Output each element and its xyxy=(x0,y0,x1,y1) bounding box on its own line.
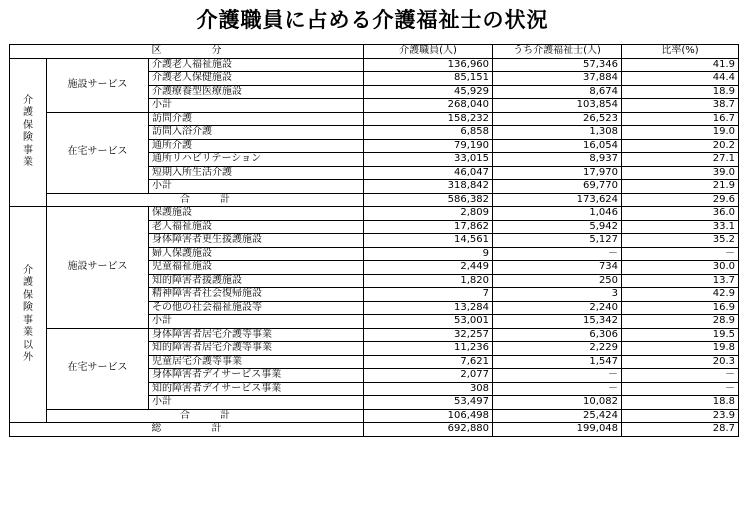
row-staff: 136,960 xyxy=(364,58,493,72)
header-care-worker: うち介護福祉士(人) xyxy=(493,45,622,59)
section2-home-label: 在宅サービス xyxy=(47,328,149,409)
section2-label: 介護保険事業以外 xyxy=(10,207,47,423)
row-ratio: 18.8 xyxy=(622,396,739,410)
row-staff: 2,809 xyxy=(364,207,493,221)
row-ratio: 23.9 xyxy=(622,409,739,423)
row-ratio: 41.9 xyxy=(622,58,739,72)
row-name: 介護老人福祉施設 xyxy=(149,58,364,72)
row-care-worker: 250 xyxy=(493,274,622,288)
row-name: 児童福祉施設 xyxy=(149,261,364,275)
row-ratio: 30.0 xyxy=(622,261,739,275)
row-care-worker: 5,127 xyxy=(493,234,622,248)
row-ratio: 20.3 xyxy=(622,355,739,369)
row-ratio: 36.0 xyxy=(622,207,739,221)
row-ratio: 27.1 xyxy=(622,153,739,167)
row-ratio: 13.7 xyxy=(622,274,739,288)
row-staff: 2,449 xyxy=(364,261,493,275)
row-staff: 85,151 xyxy=(364,72,493,86)
row-name: 総 計 xyxy=(10,423,364,437)
row-staff: 318,842 xyxy=(364,180,493,194)
row-name: 保護施設 xyxy=(149,207,364,221)
row-ratio: 28.9 xyxy=(622,315,739,329)
row-staff: 32,257 xyxy=(364,328,493,342)
grand-total-row xyxy=(10,423,739,437)
row-care-worker: 25,424 xyxy=(493,409,622,423)
row-name: 介護老人保健施設 xyxy=(149,72,364,86)
row-staff: 14,561 xyxy=(364,234,493,248)
page-title: 介護職員に占める介護福祉士の状況 xyxy=(196,8,549,32)
row-ratio: 19.5 xyxy=(622,328,739,342)
row-name: 通所介護 xyxy=(149,139,364,153)
row-ratio: － xyxy=(622,369,739,383)
section2-facility-label: 施設サービス xyxy=(47,207,149,329)
row-name: 老人福祉施設 xyxy=(149,220,364,234)
row-care-worker: 173,624 xyxy=(493,193,622,207)
row-name: 小計 xyxy=(149,315,364,329)
row-staff: 268,040 xyxy=(364,99,493,113)
row-care-worker: － xyxy=(493,369,622,383)
section1-home-label: 在宅サービス xyxy=(47,112,149,193)
row-care-worker: 6,306 xyxy=(493,328,622,342)
row-staff: 106,498 xyxy=(364,409,493,423)
row-care-worker: 57,346 xyxy=(493,58,622,72)
row-staff: 45,929 xyxy=(364,85,493,99)
header-kubun: 区 分 xyxy=(10,45,364,59)
total-row xyxy=(10,409,739,423)
row-ratio: 33.1 xyxy=(622,220,739,234)
header-staff: 介護職員(人) xyxy=(364,45,493,59)
row-care-worker: 1,046 xyxy=(493,207,622,221)
row-staff: 53,497 xyxy=(364,396,493,410)
row-care-worker: 8,674 xyxy=(493,85,622,99)
row-ratio: － xyxy=(622,247,739,261)
row-ratio: 20.2 xyxy=(622,139,739,153)
row-care-worker: 69,770 xyxy=(493,180,622,194)
row-ratio: 19.8 xyxy=(622,342,739,356)
row-care-worker: 103,854 xyxy=(493,99,622,113)
section1-label: 介護保険事業 xyxy=(10,58,47,207)
row-staff: 46,047 xyxy=(364,166,493,180)
row-name: 婦人保護施設 xyxy=(149,247,364,261)
row-care-worker: 16,054 xyxy=(493,139,622,153)
row-care-worker: － xyxy=(493,247,622,261)
row-name: 短期入所生活介護 xyxy=(149,166,364,180)
row-care-worker: 37,884 xyxy=(493,72,622,86)
row-care-worker: 10,082 xyxy=(493,396,622,410)
header-row xyxy=(10,45,739,59)
row-staff: 9 xyxy=(364,247,493,261)
row-staff: 6,858 xyxy=(364,126,493,140)
row-staff: 158,232 xyxy=(364,112,493,126)
row-name: 訪問入浴介護 xyxy=(149,126,364,140)
row-name: 身体障害者更生援護施設 xyxy=(149,234,364,248)
row-name: 児童居宅介護等事業 xyxy=(149,355,364,369)
row-name: 知的障害者デイサービス事業 xyxy=(149,382,364,396)
row-name: 精神障害者社会復帰施設 xyxy=(149,288,364,302)
row-care-worker: 1,308 xyxy=(493,126,622,140)
row-care-worker: 8,937 xyxy=(493,153,622,167)
section1-facility-label: 施設サービス xyxy=(47,58,149,112)
table-row xyxy=(10,112,739,126)
row-staff: 53,001 xyxy=(364,315,493,329)
row-name: 知的障害者居宅介護等事業 xyxy=(149,342,364,356)
row-name: 知的障害者援護施設 xyxy=(149,274,364,288)
row-ratio: 16.9 xyxy=(622,301,739,315)
row-ratio: 35.2 xyxy=(622,234,739,248)
row-name: 介護療養型医療施設 xyxy=(149,85,364,99)
row-care-worker: 5,942 xyxy=(493,220,622,234)
row-care-worker: 2,240 xyxy=(493,301,622,315)
table-row xyxy=(10,207,739,221)
row-ratio: 21.9 xyxy=(622,180,739,194)
row-care-worker: 26,523 xyxy=(493,112,622,126)
row-staff: 308 xyxy=(364,382,493,396)
total-row xyxy=(10,193,739,207)
row-care-worker: 199,048 xyxy=(493,423,622,437)
row-care-worker: － xyxy=(493,382,622,396)
row-ratio: 28.7 xyxy=(622,423,739,437)
row-care-worker: 2,229 xyxy=(493,342,622,356)
row-ratio: 44.4 xyxy=(622,72,739,86)
row-staff: 17,862 xyxy=(364,220,493,234)
table-row xyxy=(10,58,739,72)
row-staff: 79,190 xyxy=(364,139,493,153)
row-name: 通所リハビリテーション xyxy=(149,153,364,167)
header-ratio: 比率(%) xyxy=(622,45,739,59)
row-name: 小計 xyxy=(149,396,364,410)
row-name: その他の社会福祉施設等 xyxy=(149,301,364,315)
row-care-worker: 1,547 xyxy=(493,355,622,369)
row-name: 訪問介護 xyxy=(149,112,364,126)
row-name: 合 計 xyxy=(47,409,364,423)
row-ratio: 39.0 xyxy=(622,166,739,180)
table-row xyxy=(10,328,739,342)
row-staff: 586,382 xyxy=(364,193,493,207)
row-staff: 11,236 xyxy=(364,342,493,356)
row-ratio: 18.9 xyxy=(622,85,739,99)
row-staff: 7,621 xyxy=(364,355,493,369)
row-name: 合 計 xyxy=(47,193,364,207)
row-care-worker: 15,342 xyxy=(493,315,622,329)
row-staff: 7 xyxy=(364,288,493,302)
row-ratio: 16.7 xyxy=(622,112,739,126)
row-staff: 2,077 xyxy=(364,369,493,383)
row-ratio: 29.6 xyxy=(622,193,739,207)
row-name: 小計 xyxy=(149,180,364,194)
row-ratio: 19.0 xyxy=(622,126,739,140)
row-ratio: － xyxy=(622,382,739,396)
row-staff: 692,880 xyxy=(364,423,493,437)
row-name: 身体障害者デイサービス事業 xyxy=(149,369,364,383)
row-care-worker: 734 xyxy=(493,261,622,275)
row-ratio: 42.9 xyxy=(622,288,739,302)
row-care-worker: 17,970 xyxy=(493,166,622,180)
care-worker-table xyxy=(9,44,739,437)
row-staff: 13,284 xyxy=(364,301,493,315)
row-name: 身体障害者居宅介護等事業 xyxy=(149,328,364,342)
row-name: 小計 xyxy=(149,99,364,113)
row-care-worker: 3 xyxy=(493,288,622,302)
row-ratio: 38.7 xyxy=(622,99,739,113)
row-staff: 1,820 xyxy=(364,274,493,288)
row-staff: 33,015 xyxy=(364,153,493,167)
